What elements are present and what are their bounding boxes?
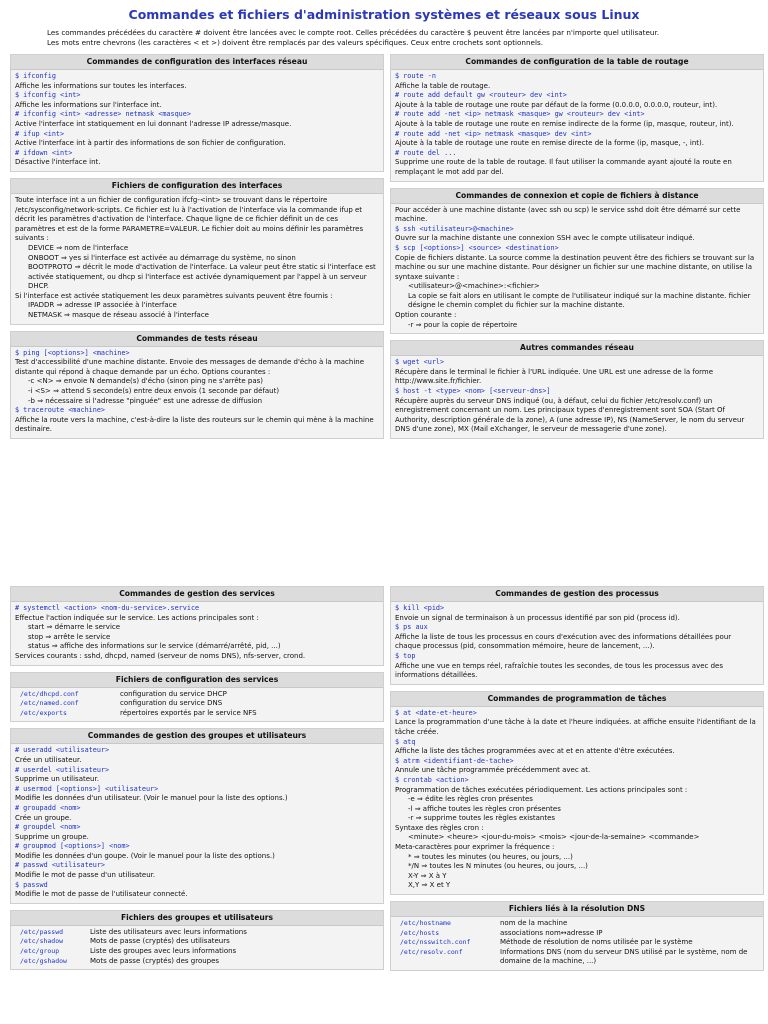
command-line: # systemctl <action> <nom-du-service>.service xyxy=(15,604,200,612)
command-line: $ wget <url> xyxy=(395,358,445,367)
option-line: BOOTPROTO ⇒ décrit le mode d'activation de l'interface. La valeur peut être static si l'interface est activée statiquement, ou dhcp si l'interface est activée dynamiquement par l'appel à un serveur DHCP. xyxy=(28,263,376,291)
section-body xyxy=(11,347,383,438)
file-path: /etc/passwd xyxy=(20,927,64,936)
option-line: -i <S> ⇒ attend S seconde(s) entre deux envois (1 seconde par défaut) xyxy=(28,387,280,396)
description-text: Programmation de tâches exécutées périodiquement. Les actions principales sont : xyxy=(395,785,688,794)
section-body xyxy=(11,602,383,665)
file-path: /etc/named.conf xyxy=(20,699,79,708)
file-path: /etc/hostname xyxy=(400,919,451,928)
file-row xyxy=(395,929,759,939)
file-row xyxy=(395,948,759,967)
section-body xyxy=(391,707,763,894)
column-right-bottom xyxy=(390,586,764,977)
option-line: -e ⇒ édite les règles cron présentes xyxy=(408,795,533,804)
file-description: Mots de passe (cryptés) des utilisateurs xyxy=(90,937,230,946)
file-description: associations nom↔adresse IP xyxy=(500,928,603,937)
command-line: # route del ... xyxy=(395,148,457,157)
command-line: # groupadd <nom> xyxy=(15,803,81,812)
section-title: Autres commandes réseau xyxy=(391,341,763,356)
file-path: /etc/resolv.conf xyxy=(400,947,463,956)
intro-line: Les mots entre chevrons (les caractères < et >) doivent être remplacés par des valeurs spécifiques. Ceux entre crochets sont optionnels. xyxy=(47,38,543,47)
section-body xyxy=(11,688,383,722)
command-line: $ scp [<options>] <source> <destination> xyxy=(395,243,559,252)
description-text: Modifie le mot de passe de l'utilisateur connecté. xyxy=(15,890,188,899)
column-left-bottom xyxy=(10,586,384,976)
section-body xyxy=(391,917,763,970)
description-text: Supprime une route de la table de routage. Il faut utiliser la commande ayant ajouté la route en remplaçant le mot add par del. xyxy=(395,158,732,176)
section-title: Commandes de tests réseau xyxy=(11,332,383,347)
description-text: Affiche les informations sur l'interface int. xyxy=(15,100,162,109)
description-text: Supprime un utilisateur. xyxy=(15,775,99,784)
description-text: Affiche la liste des tâches programmées avec at et en attente d'être exécutées. xyxy=(395,747,675,756)
section-box xyxy=(390,188,764,335)
description-text: Désactive l'interface int. xyxy=(15,158,101,167)
page-title: Commandes et fichiers d'administration systèmes et réseaux sous Linux xyxy=(128,7,640,22)
command-line: # route add default gw <routeur> dev <int> xyxy=(395,91,567,100)
description-text: Active l'interface int à partir des informations de son fichier de configuration. xyxy=(15,139,286,148)
option-line: -r ⇒ supprime toutes les règles existantes xyxy=(408,814,556,823)
option-line: X,Y ⇒ X et Y xyxy=(408,881,451,890)
description-text: Ajoute à la table de routage une route par défaut de la forme (0.0.0.0, 0.0.0.0, routeur, int). xyxy=(395,100,718,109)
command-line: $ atrm <identifiant-de-tache> xyxy=(395,756,514,765)
intro-line: Les commandes précédées du caractère # doivent être lancées avec le compte root. Celles précédées du caractère $ peuvent être lancées par n'importe quel utilisateur. xyxy=(47,28,660,37)
section-title: Commandes de gestion des processus xyxy=(391,587,763,602)
option-line: */N ⇒ toutes les N minutes (ou heures, ou jours, ...) xyxy=(408,862,588,871)
command-line: # groupmod [<options>] <nom> xyxy=(15,842,130,851)
column-left-top xyxy=(10,54,384,445)
file-description: répertoires exportés par le service NFS xyxy=(120,708,257,717)
option-line: -l ⇒ affiche toutes les règles cron présentes xyxy=(408,804,561,813)
section-box xyxy=(10,586,384,666)
command-line: $ ifconfig xyxy=(15,72,56,80)
command-line: $ kill <pid> xyxy=(395,604,445,612)
file-row xyxy=(15,709,379,719)
file-path: /etc/hosts xyxy=(400,928,440,937)
description-text: Option courante : xyxy=(395,311,457,320)
file-path: /etc/nsswitch.conf xyxy=(400,938,471,947)
option-line: stop ⇒ arrête le service xyxy=(28,632,111,641)
file-path: /etc/exports xyxy=(20,708,67,717)
file-description: nom de la machine xyxy=(500,919,568,928)
description-text: Affiche la route vers la machine, c'est-à-dire la liste des routeurs sur le chemin qui mène à la machine destinaire. xyxy=(15,415,374,434)
description-text: Ajoute à la table de routage une route en remise indirecte de la forme (ip, masque, routeur, int). xyxy=(395,119,734,128)
command-line: $ atq xyxy=(395,737,416,746)
command-line: $ ping [<options>] <machine> xyxy=(15,348,130,357)
section-title: Commandes de gestion des services xyxy=(11,587,383,602)
option-line: * ⇒ toutes les minutes (ou heures, ou jours, ...) xyxy=(408,852,573,861)
option-line: X-Y ⇒ X à Y xyxy=(408,871,447,880)
section-box xyxy=(10,54,384,172)
description-text: Syntaxe des règles cron : xyxy=(395,823,484,832)
description-text: Modifie les données d'un goupe. (Voir le manuel pour la liste des options.) xyxy=(15,851,275,860)
command-line: # ifdown <int> xyxy=(15,148,73,157)
command-line: $ host -t <type> <nom> [<serveur-dns>] xyxy=(395,387,551,396)
section-title: Fichiers de configuration des interfaces xyxy=(11,179,383,194)
file-description: configuration du service DNS xyxy=(120,699,223,708)
section-body xyxy=(391,204,763,334)
section-body xyxy=(391,70,763,181)
file-row xyxy=(15,937,379,947)
description-text: Modifie le mot de passe d'un utilisateur. xyxy=(15,871,156,880)
command-line: # userdel <utilisateur> xyxy=(15,765,110,774)
file-row xyxy=(395,938,759,948)
section-box xyxy=(390,54,764,182)
file-row xyxy=(15,947,379,957)
section-body xyxy=(11,926,383,969)
description-text: Crée un groupe. xyxy=(15,813,72,822)
section-body xyxy=(391,356,763,438)
section-box xyxy=(390,901,764,971)
option-line: -b ⇒ nécessaire si l'adresse "pinguée" est une adresse de diffusion xyxy=(28,396,263,405)
section-box xyxy=(390,340,764,439)
description-text: Récupère dans le terminal le fichier à l'URL indiquée. Une URL est une adresse de la forme http://www.site.fr/fichier. xyxy=(395,367,714,386)
file-path: /etc/group xyxy=(20,947,60,956)
file-row xyxy=(15,690,379,700)
description-text: Récupère auprès du serveur DNS indiqué (ou, à défaut, celui du fichier /etc/resolv.conf) un enregistrement concernant un nom. Les principaux types d'enregistrement sont SOA (Start Of Authority, description générale de la zone), A (une adresse IP), NS (NameServer, le nom du serveur DNS d'une zone), MX (Mail eXchanger, le serveur de messagerie d'une zone). xyxy=(395,396,745,434)
section-box xyxy=(390,586,764,685)
command-line: $ ps aux xyxy=(395,623,428,632)
description-text: Active l'interface int statiquement en lui donnant l'adresse IP adresse/masque. xyxy=(15,119,292,128)
description-text: Modifie les données d'un utilisateur. (Voir le manuel pour la liste des options.) xyxy=(15,794,288,803)
file-description: Informations DNS (nom du serveur DNS utilisé par le système, nom de domaine de la machine, ...) xyxy=(500,947,748,966)
section-title: Commandes de programmation de tâches xyxy=(391,692,763,707)
command-line: # route add -net <ip> netmask <masque> dev <int> xyxy=(395,129,592,138)
section-body xyxy=(11,70,383,171)
command-line: # route add -net <ip> netmask <masque> gw <routeur> dev <int> xyxy=(395,110,645,119)
section-body xyxy=(11,744,383,903)
description-text: Copie de fichiers distante. La source comme la destination peuvent être des fichiers se trouvant sur la machine ou sur une machine distante. Pour désigner un fichier sur une machine distante, on utilise la syntaxe suivante : xyxy=(395,253,755,281)
file-row xyxy=(395,919,759,929)
command-line: $ top xyxy=(395,651,416,660)
description-text: Pour accéder à une machine distante (avec ssh ou scp) le service sshd doit être démarré sur cette machine. xyxy=(395,205,741,224)
section-title: Commandes de configuration de la table de routage xyxy=(391,55,763,70)
file-path: /etc/dhcpd.conf xyxy=(20,689,79,698)
command-line: $ passwd xyxy=(15,880,48,889)
section-title: Fichiers liés à la résolution DNS xyxy=(391,902,763,917)
section-box xyxy=(10,910,384,970)
section-box xyxy=(10,178,384,325)
description-text: Annule une tâche programmée précédemment avec at. xyxy=(395,766,591,775)
option-line: -c <N> ⇒ envoie N demande(s) d'écho (sinon ping ne s'arrête pas) xyxy=(28,377,264,386)
description-text: Toute interface int a un fichier de configuration ifcfg-<int> se trouvant dans le répertoire /etc/sysconfig/network-scripts. Ce fichier est lu à l'activation de l'interface via la commande ifup et décrit les paramètres d'activation de l'interface. Chaque ligne de ce fichier définit un de ces paramètres et est de la forme PARAMETRE=VALEUR. Le fichier doit au moins définir les paramètres suivants : xyxy=(15,195,364,243)
description-text: Lance la programmation d'une tâche à la date et l'heure indiquées. at affiche ensuite l'identifiant de la tâche créée. xyxy=(395,718,756,736)
section-body xyxy=(11,194,383,324)
command-line: $ crontab <action> xyxy=(395,775,469,784)
section-box xyxy=(10,728,384,904)
command-line: # ifup <int> xyxy=(15,129,65,138)
description-text: Effectue l'action indiquée sur le service. Les actions principales sont : xyxy=(15,613,259,622)
section-box xyxy=(10,672,384,723)
section-title: Commandes de configuration des interfaces réseau xyxy=(11,55,383,70)
option-line: NETMASK ⇒ masque de réseau associé à l'interface xyxy=(28,311,209,320)
file-path: /etc/shadow xyxy=(20,937,64,946)
file-row xyxy=(15,699,379,709)
description-text: Affiche la liste de tous les processus en cours d'exécution avec des informations détaillées pour chaque processus (pid, consommation mémoire, heure de lancement, ...). xyxy=(395,632,732,651)
file-description: Liste des utilisateurs avec leurs informations xyxy=(90,927,247,936)
description-text: Affiche les informations sur toutes les interfaces. xyxy=(15,81,187,90)
column-right-top xyxy=(390,54,764,445)
option-line: <utilisateur>@<machine>:<fichier> xyxy=(408,282,540,291)
command-line: $ route -n xyxy=(395,72,436,80)
description-text: Ajoute à la table de routage une route en remise directe de la forme (ip, masque, -, int). xyxy=(395,139,705,148)
option-line: -r ⇒ pour la copie de répertoire xyxy=(408,320,518,329)
command-line: # usermod [<options>] <utilisateur> xyxy=(15,784,159,793)
description-text: Meta-caractères pour exprimer la fréquence : xyxy=(395,843,555,852)
section-title: Commandes de connexion et copie de fichiers à distance xyxy=(391,189,763,204)
description-text: Affiche une vue en temps réel, rafraîchie toutes les secondes, de tous les processus avec des informations détaillées. xyxy=(395,661,724,680)
command-line: $ ifconfig <int> xyxy=(15,91,81,100)
option-line: <minute> <heure> <jour-du-mois> <mois> <jour-de-la-semaine> <commande> xyxy=(408,833,700,842)
section-box xyxy=(390,691,764,895)
option-line: status ⇒ affiche des informations sur le service (démarré/arrêté, pid, ...) xyxy=(28,642,281,651)
file-description: Liste des groupes avec leurs informations xyxy=(90,947,237,956)
command-line: $ at <date-et-heure> xyxy=(395,708,477,717)
file-description: Méthode de résolution de noms utilisée par le système xyxy=(500,938,693,947)
file-description: Mots de passe (cryptés) des groupes xyxy=(90,956,220,965)
option-line: start ⇒ démarre le service xyxy=(28,623,121,632)
command-line: # groupdel <nom> xyxy=(15,823,81,832)
section-body xyxy=(391,602,763,684)
description-text: Crée un utilisateur. xyxy=(15,755,82,764)
option-line: La copie se fait alors en utilisant le compte de l'utilisateur indiqué sur la machine distante. fichier désigne le chemin complet du fichier sur la machine distante. xyxy=(408,291,751,310)
command-line: $ traceroute <machine> xyxy=(15,406,106,415)
description-text: Si l'interface est activée statiquement les deux paramètres suivants peuvent être fournis : xyxy=(15,291,333,300)
description-text: Services courants : sshd, dhcpd, named (serveur de noms DNS), nfs-server, crond. xyxy=(15,651,306,660)
file-path: /etc/gshadow xyxy=(20,956,67,965)
section-title: Fichiers des groupes et utilisateurs xyxy=(11,911,383,926)
command-line: # ifconfig <int> <adresse> netmask <masque> xyxy=(15,110,191,119)
option-line: DEVICE ⇒ nom de l'interface xyxy=(28,243,129,252)
file-row xyxy=(15,957,379,967)
intro xyxy=(47,28,737,48)
description-text: Supprime un groupe. xyxy=(15,832,89,841)
section-title: Fichiers de configuration des services xyxy=(11,673,383,688)
command-line: $ ssh <utilisateur>@<machine> xyxy=(395,224,514,233)
command-line: # useradd <utilisateur> xyxy=(15,746,110,755)
file-row xyxy=(15,928,379,938)
description-text: Affiche la table de routage. xyxy=(395,81,491,90)
file-description: configuration du service DHCP xyxy=(120,689,227,698)
command-line: # passwd <utilisateur> xyxy=(15,861,106,870)
description-text: Test d'accessibilité d'une machine distante. Envoie des messages de demande d'écho à la machine distante qui répond à chaque demande par un écho. Options courantes : xyxy=(15,358,365,376)
section-title: Commandes de gestion des groupes et utilisateurs xyxy=(11,729,383,744)
description-text: Envoie un signal de terminaison à un processus identifié par son pid (process id). xyxy=(395,613,680,622)
description-text: Ouvre sur la machine distante une connexion SSH avec le compte utilisateur indiqué. xyxy=(395,234,695,243)
option-line: ONBOOT ⇒ yes si l'interface est activée au démarrage du système, no sinon xyxy=(28,253,296,262)
option-line: IPADDR ⇒ adresse IP associée à l'interface xyxy=(28,301,177,310)
section-box xyxy=(10,331,384,439)
